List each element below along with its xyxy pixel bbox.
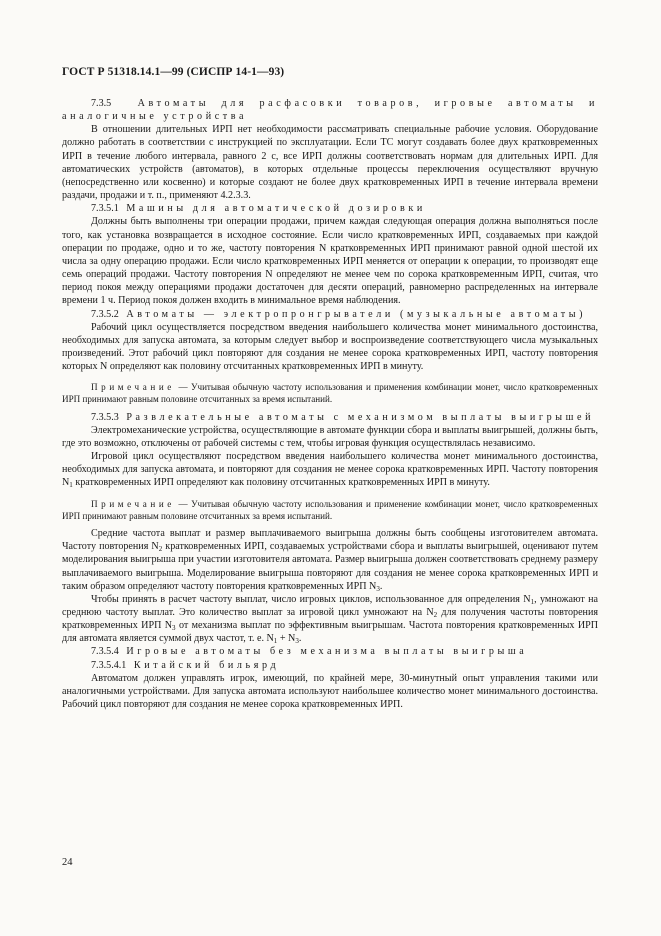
section-7-3-5-heading <box>62 97 598 123</box>
subscript: 3 <box>376 584 380 593</box>
section-7-3-5-3-heading <box>62 411 598 424</box>
spacer <box>62 373 598 378</box>
note <box>62 498 598 522</box>
section-7-3-5-4-heading <box>62 645 598 658</box>
note-text: — Учитывая обычную частоту использования и применение комбинации монет, число кратковременных ИРП принимают равным половине отсчитанных за время испытаний. <box>62 498 598 521</box>
section-number: 7.3.5.2 <box>91 308 119 320</box>
paragraph: Рабочий цикл осуществляется посредством введения наибольшего количества монет минимального достоинства, необходимых для запуска автомата, за которым следует выбор и воспроизведение соответствующего числа музыкальных произведений. Этот рабочий цикл повторяют для создания не менее сорока кратковременных ИРП, частоту повторения которых N определяют как половину отсчитанных кратковременных ИРП в минуту. <box>62 321 598 373</box>
note-label: Примечание <box>91 498 175 509</box>
section-title: Машины для автоматической дозировки <box>126 203 426 215</box>
note-text: — Учитывая обычную частоту использования и применения комбинации монет, число кратковременных ИРП принимают равным половине отсчитанных за время испытаний. <box>62 382 598 405</box>
section-number: 7.3.5.4.1 <box>91 659 127 671</box>
paragraph: Игровой цикл осуществляют посредством введения наибольшего количества монет минимального достоинства, необходимых для запуска автомата, и повторяют для создания не менее сорока кратковременных ИРП. Частоту повторения $N_1$ кратковременных ИРП определяют как половину отсчитанных кратковременных ИРП в минуту. <box>62 451 598 490</box>
section-title: Автоматы для расфасовки товаров, игровые автоматы и аналогичные устройства <box>62 98 599 123</box>
spacer <box>62 490 598 495</box>
section-title: Игровые автоматы без механизма выплаты выигрыша <box>126 646 528 658</box>
section-7-3-5-4-1-heading <box>62 659 598 672</box>
paragraph: Чтобы принять в расчет частоту выплат, число игровых циклов, использованное для определения $N_1$, умножают на среднюю частоту выплат. Это количество выплат за игровой цикл умножают на $N_2$ для получения частоты повторения кратковременных ИРП $N_3$ от механизма выплат по эффективным выигрышам. Частота повторения кратковременных ИРП для автомата является суммой двух частот, т. е. $N_1 + N_3$. <box>62 593 599 646</box>
subscript: 2 <box>433 610 438 619</box>
note <box>62 381 598 405</box>
subscript: 1 <box>530 597 535 606</box>
subscript: 2 <box>158 545 163 554</box>
note-label: Примечание <box>91 382 175 393</box>
paragraph: Электромеханические устройства, осуществляющие в автомате функции сбора и выплаты выигрышей, должны быть, где это возможно, отключены от рабочей системы с тем, чтобы игровая функция осуществлялась независимо. <box>62 424 598 449</box>
section-7-3-5-1-heading <box>62 202 598 215</box>
subscript: 3 <box>172 624 176 633</box>
section-7-3-5-2-heading <box>62 308 598 321</box>
section-number: 7.3.5.1 <box>91 203 119 215</box>
paragraph: Средние частота выплат и размер выплачиваемого выигрыша должны быть сообщены изготовителем автомата. Частоту повторения $N_2$ кратковременных ИРП, создаваемых устройствами сбора и выплаты выигрышей, оценивают путем моделирования выигрыша при участии изготовителя автомата. Размер выигрыша должен соответствовать среднему размеру выплачиваемого выигрыша. Моделирование выигрыша повторяют для создания не менее сорока кратковременных ИРП и таким образом определяют частоту повторения кратковременных ИРП $N_3$. <box>62 528 599 593</box>
section-title: Автоматы — электропронгрыватели (музыкальные автоматы) <box>126 308 587 320</box>
paragraph: Должны быть выполнены три операции продажи, причем каждая следующая операция должна выполняться после того, как установка возвращается в исходное состояние. Если число кратковременных ИРП, создаваемых при каждой операции по продаже, одно и то же, частоту повторения N кратковременных ИРП принимают равной одной шестой их числа за одну операцию продажи. Если число кратковременных ИРП меняется от операции к операции, то производят еще семь операций продажи. Частоту повторения N определяют не менее чем по сорока кратковременным ИРП, считая, что период покоя между операциями продажи достаточен для десяти операций, равномерно распределенных на интервале времени 1 ч. Период покоя должен входить в минимальное время наблюдения. <box>62 216 598 307</box>
page-header: ГОСТ Р 51318.14.1—99 (СИСПР 14-1—93) <box>62 66 285 78</box>
subscript: 1 <box>273 637 278 646</box>
section-title: Китайский бильярд <box>133 659 280 671</box>
section-number: 7.3.5.4 <box>91 646 119 658</box>
section-number: 7.3.5 <box>91 98 112 109</box>
subscript: 1 <box>69 481 73 490</box>
paragraph: Автоматом должен управлять игрок, имеющий, по крайней мере, 30-минутный опыт управления такими или аналогичными устройствами. Для запуска автомата используют наибольшее количество монет минимального достоинства. Рабочий цикл повторяют для создания не менее сорока кратковременных ИРП. <box>62 672 598 711</box>
section-number: 7.3.5.3 <box>91 411 119 423</box>
subscript: 3 <box>295 637 299 646</box>
section-title: Развлекательные автоматы с механизмом выплаты выигрышей <box>126 411 595 423</box>
document-body <box>62 97 598 711</box>
paragraph: В отношении длительных ИРП нет необходимости рассматривать специальные рабочие условия. Оборудование должно работать в соответствии с инструкцией по эксплуатации. Если ТС могут создавать более двух кратковременных ИРП в течение любого интервала, равного 2 с, все ИРП должны соответствовать нормам для длительных ИРП. Для автоматических устройств (автоматов), в которых отдельные процессы переключения осуществляют вручную (непосредственно или косвенно) и которые создают не более двух кратковременных ИРП в течение интервала времени раздачи, продажи и т. п., применяют 4.2.3.3. <box>62 124 598 202</box>
page-number: 24 <box>62 857 73 868</box>
